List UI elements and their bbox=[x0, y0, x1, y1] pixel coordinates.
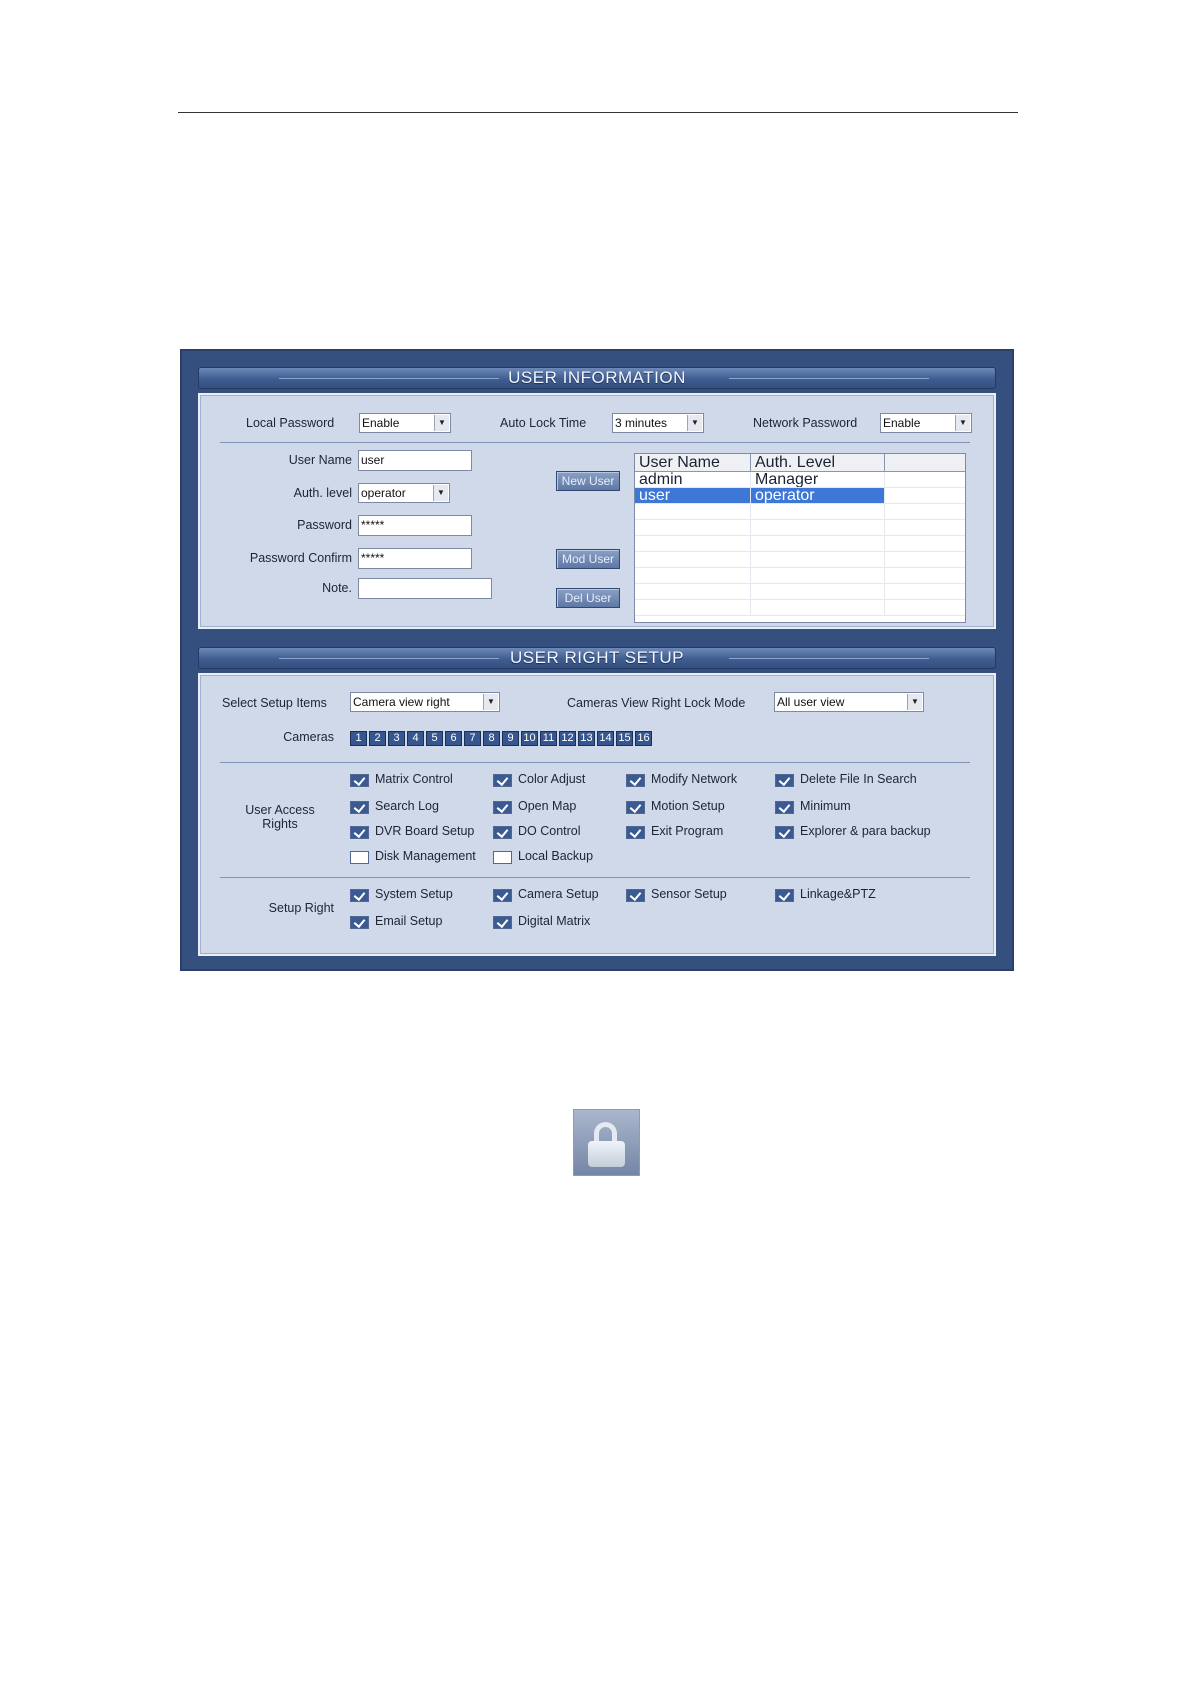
camera-button-8[interactable]: 8 bbox=[483, 731, 500, 746]
checkbox-explorer-para-backup[interactable] bbox=[775, 826, 794, 839]
table-row-empty bbox=[635, 520, 965, 536]
checkbox-label: Search Log bbox=[375, 799, 439, 813]
auto-lock-time-value: 3 minutes bbox=[615, 416, 668, 430]
checkbox-label: Local Backup bbox=[518, 849, 594, 863]
cell-auth-level: operator bbox=[751, 488, 885, 503]
auth-level-value: operator bbox=[361, 486, 406, 500]
checkbox-do-control[interactable] bbox=[493, 826, 512, 839]
chevron-down-icon: ▼ bbox=[483, 694, 498, 710]
column-header-empty bbox=[885, 454, 965, 472]
table-row-selected[interactable] bbox=[635, 488, 965, 504]
cell-auth-level: Manager bbox=[751, 472, 885, 487]
checkbox-label: Exit Program bbox=[651, 824, 724, 838]
camera-button-15[interactable]: 15 bbox=[616, 731, 633, 746]
password-input[interactable]: ***** bbox=[358, 515, 472, 536]
select-setup-items-value: Camera view right bbox=[353, 695, 450, 709]
checkbox-label: Minimum bbox=[800, 799, 851, 813]
checkbox-label: Modify Network bbox=[651, 772, 738, 786]
checkbox-digital-matrix[interactable] bbox=[493, 916, 512, 929]
checkbox-label: Explorer & para backup bbox=[800, 824, 931, 838]
checkbox-modify-network[interactable] bbox=[626, 774, 645, 787]
lock-mode-label: Cameras View Right Lock Mode bbox=[567, 696, 746, 710]
table-header bbox=[635, 454, 965, 472]
local-password-value: Enable bbox=[362, 416, 400, 430]
cell-empty bbox=[885, 488, 965, 503]
camera-button-10[interactable]: 10 bbox=[521, 731, 538, 746]
camera-button-1[interactable]: 1 bbox=[350, 731, 367, 746]
table-row-empty bbox=[635, 568, 965, 584]
table-row-empty bbox=[635, 600, 965, 616]
user-right-setup-header bbox=[198, 647, 996, 669]
checkbox-label: Linkage&PTZ bbox=[800, 887, 876, 901]
local-password-select[interactable] bbox=[359, 413, 451, 433]
checkbox-exit-program[interactable] bbox=[626, 826, 645, 839]
del-user-button[interactable]: Del User bbox=[556, 588, 620, 608]
cell-user-name: user bbox=[635, 488, 751, 503]
checkbox-color-adjust[interactable] bbox=[493, 774, 512, 787]
table-row-empty bbox=[635, 552, 965, 568]
lock-mode-select[interactable] bbox=[774, 692, 924, 712]
camera-button-9[interactable]: 9 bbox=[502, 731, 519, 746]
checkbox-label: Motion Setup bbox=[651, 799, 725, 813]
user-name-label: User Name bbox=[288, 453, 352, 467]
new-user-button[interactable]: New User bbox=[556, 471, 620, 491]
chevron-down-icon: ▼ bbox=[434, 415, 449, 431]
table-row-empty bbox=[635, 584, 965, 600]
camera-button-2[interactable]: 2 bbox=[369, 731, 386, 746]
setup-right-label: Setup Right bbox=[268, 901, 334, 915]
camera-button-3[interactable]: 3 bbox=[388, 731, 405, 746]
lock-mode-value: All user view bbox=[777, 695, 845, 709]
checkbox-system-setup[interactable] bbox=[350, 889, 369, 902]
auto-lock-time-label: Auto Lock Time bbox=[500, 416, 587, 430]
user-right-setup-panel bbox=[198, 673, 996, 956]
user-right-setup-title: USER RIGHT SETUP bbox=[510, 648, 684, 667]
checkbox-label: DO Control bbox=[518, 824, 581, 838]
camera-button-16[interactable]: 16 bbox=[635, 731, 652, 746]
camera-selector bbox=[350, 731, 660, 746]
divider bbox=[220, 877, 970, 878]
checkbox-label: System Setup bbox=[375, 887, 453, 901]
checkbox-motion-setup[interactable] bbox=[626, 801, 645, 814]
checkbox-label: Delete File In Search bbox=[800, 772, 917, 786]
select-setup-items-select[interactable] bbox=[350, 692, 500, 712]
password-confirm-input[interactable]: ***** bbox=[358, 548, 472, 569]
user-list-table[interactable] bbox=[634, 453, 966, 623]
checkbox-minimum[interactable] bbox=[775, 801, 794, 814]
camera-button-7[interactable]: 7 bbox=[464, 731, 481, 746]
user-access-rights-label: User Access Rights bbox=[245, 803, 315, 831]
chevron-down-icon: ▼ bbox=[955, 415, 970, 431]
cameras-label: Cameras bbox=[283, 730, 334, 744]
network-password-value: Enable bbox=[883, 416, 921, 430]
checkbox-search-log[interactable] bbox=[350, 801, 369, 814]
checkbox-label: Email Setup bbox=[375, 914, 443, 928]
checkbox-label: Sensor Setup bbox=[651, 887, 727, 901]
auth-level-label: Auth. level bbox=[293, 486, 352, 500]
lock-button[interactable] bbox=[573, 1109, 640, 1176]
table-row-empty bbox=[635, 536, 965, 552]
network-password-select[interactable] bbox=[880, 413, 972, 433]
checkbox-open-map[interactable] bbox=[493, 801, 512, 814]
column-header-auth-level[interactable]: Auth. Level bbox=[751, 454, 885, 472]
divider bbox=[220, 442, 970, 443]
camera-button-5[interactable]: 5 bbox=[426, 731, 443, 746]
chevron-down-icon: ▼ bbox=[907, 694, 922, 710]
camera-button-13[interactable]: 13 bbox=[578, 731, 595, 746]
local-password-label: Local Password bbox=[246, 416, 335, 430]
table-row-empty bbox=[635, 504, 965, 520]
cell-user-name: admin bbox=[635, 472, 751, 487]
checkbox-label: Matrix Control bbox=[375, 772, 453, 786]
network-password-label: Network Password bbox=[753, 416, 858, 430]
checkbox-disk-management[interactable] bbox=[350, 851, 369, 864]
password-confirm-label: Password Confirm bbox=[249, 551, 352, 565]
lock-icon-body bbox=[588, 1141, 625, 1167]
user-information-panel bbox=[198, 393, 996, 629]
page-header-rule bbox=[178, 112, 1018, 113]
user-information-header bbox=[198, 367, 996, 389]
user-information-title: USER INFORMATION bbox=[508, 368, 686, 387]
camera-button-11[interactable]: 11 bbox=[540, 731, 557, 746]
column-header-user-name[interactable]: User Name bbox=[635, 454, 751, 472]
table-row[interactable] bbox=[635, 472, 965, 488]
checkbox-label: Digital Matrix bbox=[518, 914, 591, 928]
note-input[interactable] bbox=[358, 578, 492, 599]
note-label: Note. bbox=[322, 581, 352, 595]
auth-level-select[interactable] bbox=[358, 483, 450, 503]
password-label: Password bbox=[297, 518, 352, 532]
checkbox-label: Color Adjust bbox=[518, 772, 586, 786]
checkbox-label: DVR Board Setup bbox=[375, 824, 475, 838]
user-window bbox=[180, 349, 1014, 971]
user-name-input[interactable]: user bbox=[358, 450, 472, 471]
checkbox-sensor-setup[interactable] bbox=[626, 889, 645, 902]
chevron-down-icon: ▼ bbox=[687, 415, 702, 431]
camera-button-14[interactable]: 14 bbox=[597, 731, 614, 746]
checkbox-local-backup[interactable] bbox=[493, 851, 512, 864]
checkbox-label: Disk Management bbox=[375, 849, 476, 863]
checkbox-matrix-control[interactable] bbox=[350, 774, 369, 787]
mod-user-button[interactable]: Mod User bbox=[556, 549, 620, 569]
checkbox-label: Open Map bbox=[518, 799, 577, 813]
checkbox-dvr-board-setup[interactable] bbox=[350, 826, 369, 839]
chevron-down-icon: ▼ bbox=[433, 485, 448, 501]
camera-button-4[interactable]: 4 bbox=[407, 731, 424, 746]
checkbox-camera-setup[interactable] bbox=[493, 889, 512, 902]
checkbox-label: Camera Setup bbox=[518, 887, 599, 901]
checkbox-delete-file-in-search[interactable] bbox=[775, 774, 794, 787]
cell-empty bbox=[885, 472, 965, 487]
camera-button-6[interactable]: 6 bbox=[445, 731, 462, 746]
checkbox-linkage-ptz[interactable] bbox=[775, 889, 794, 902]
checkbox-email-setup[interactable] bbox=[350, 916, 369, 929]
divider bbox=[220, 762, 970, 763]
auto-lock-time-select[interactable] bbox=[612, 413, 704, 433]
camera-button-12[interactable]: 12 bbox=[559, 731, 576, 746]
select-setup-items-label: Select Setup Items bbox=[222, 696, 327, 710]
